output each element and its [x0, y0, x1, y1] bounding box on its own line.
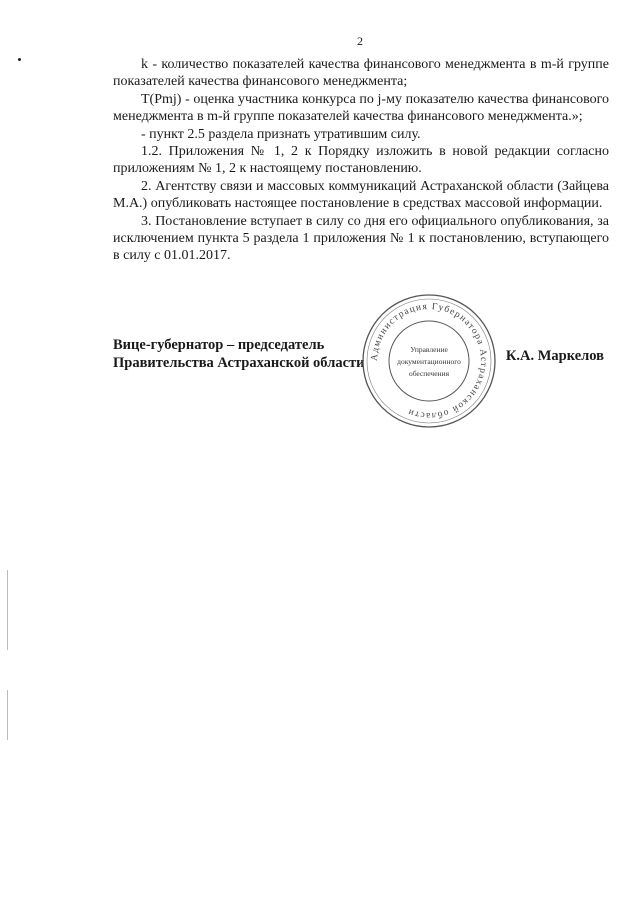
signatory-title-line1: Вице-губернатор – председатель: [113, 337, 325, 353]
scan-artifact-dot: [18, 58, 21, 61]
signatory-title-line2: Правительства Астраханской области: [113, 355, 365, 371]
official-stamp: [360, 292, 498, 430]
paragraph-2: 2. Агентству связи и массовых коммуникаций Астраханской области (Зайцева М.А.) опубликовать настоящее постановление в средствах массовой информации.: [113, 178, 609, 212]
paragraph-3: 3. Постановление вступает в силу со дня его официального опубликования, за исключением пункта 5 раздела 1 приложения № 1 к постановлению, вступающего в силу с 01.01.2017.: [113, 213, 609, 264]
scan-edge-mark: [7, 690, 8, 740]
paragraph-clause-2-5: - пункт 2.5 раздела признать утратившим силу.: [141, 126, 421, 142]
scan-edge-mark: [7, 570, 8, 650]
signatory-title: [113, 336, 365, 372]
stamp-center-line2: документационного: [397, 357, 461, 366]
document-body: [113, 56, 609, 265]
stamp-ring-text: Администрация Губернатора Астраханской области: [369, 301, 489, 421]
paragraph-k-definition: k - количество показателей качества финансового менеджмента в m-й группе показателей качества финансового менеджмента;: [113, 57, 609, 90]
paragraph-1-2: 1.2. Приложения № 1, 2 к Порядку изложить в новой редакции согласно приложениям № 1, 2 к настоящему постановлению.: [113, 144, 609, 177]
stamp-center-line1: Управление: [410, 345, 448, 354]
signatory-name: К.А. Маркелов: [505, 348, 604, 364]
paragraph-t-definition: T(Pmj) - оценка участника конкурса по j-му показателю качества финансового менеджмента в m-й группе показателей качества финансового менеджмента.»;: [113, 91, 609, 125]
stamp-center-line3: обеспечения: [408, 369, 450, 378]
page-number: 2: [357, 34, 363, 48]
